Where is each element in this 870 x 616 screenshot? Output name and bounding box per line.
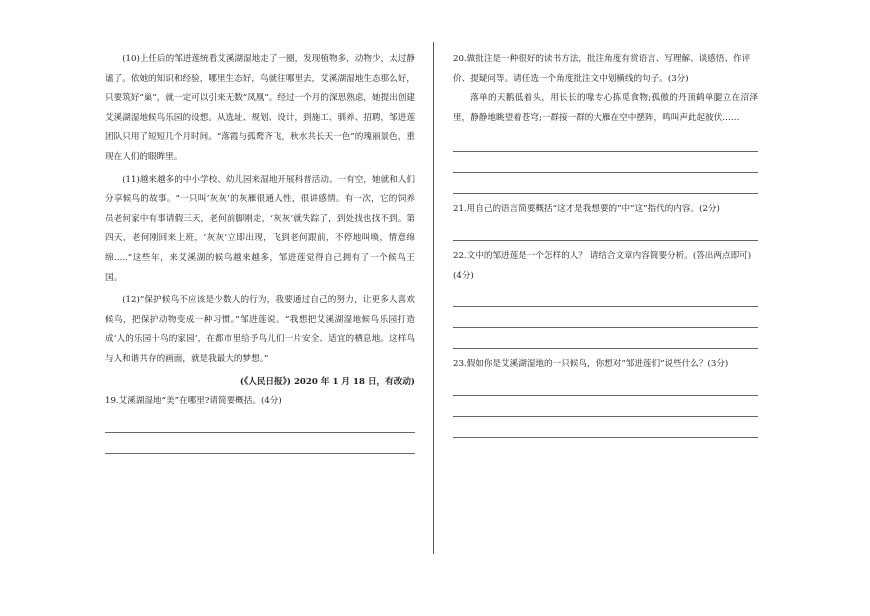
answer-line[interactable] — [453, 328, 758, 349]
question-23: 23.假如你是艾溪湖湿地的一只候鸟，你想对“邹进莲们”说些什么？(3分) — [453, 359, 729, 370]
article-paragraph-10: (10)上任后的邹进莲统看艾溪湖湿地走了一圈，发现植物多，动物少，太过静谧了。依她的知识和经验，哪里生态好，鸟就往哪里去，艾溪湖湿地生态那么好，只要筑好“巢”，就一定可以引来无数“凤凰”。经过一个月的深思熟虑，她提出创建艾溪湖湿地候鸟乐园的设想。从选址、规划、设计，到施工、驯养、招聘，邹进莲团队只用了短短几个月时间。“落霞与孤鹜齐飞，秋水共长天一色”的瑰丽景色，重现在人们的眼眸里。 — [105, 54, 415, 162]
answer-line[interactable] — [453, 375, 758, 396]
right-column — [453, 50, 758, 438]
answer-line[interactable] — [453, 220, 758, 241]
answer-line[interactable] — [453, 417, 758, 438]
article-paragraph-12: (12)“保护候鸟不应该是少数人的行为，我要通过自己的努力，让更多人喜欢候鸟，把保护动物变成一种习惯。”邹进莲说。“我想把艾溪湖湿地候鸟乐园打造成‘人的乐园十鸟的家园’，在都市里给予鸟儿们一片安全、适宜的栖息地。这样鸟与人和谐共存的画面，就是我最大的梦想。” — [105, 295, 415, 364]
question-20: 20.做批注是一种很好的读书方法，批注角度有赏语言、写理解、谈感悟、作评价、提疑问等。请任选一个角度批注文中划横线的句子。(3分) — [453, 54, 751, 84]
answer-line[interactable] — [453, 307, 758, 328]
question-19: 19.艾溪湖湿地“美”在哪里?请简要概括。(4分) — [105, 396, 282, 407]
question-20-quote: 落单的天鹅低着头，用长长的喙专心拣觅食物;孤傲的丹顶鹤单腿立在沼泽里，静静地眺望着苍穹;一群接一群的大雁在空中摆阵，鸣叫声此起彼伏…… — [453, 93, 758, 123]
answer-line[interactable] — [105, 412, 415, 433]
answer-line[interactable] — [453, 286, 758, 307]
question-22: 22.文中的邹进莲是一个怎样的人？ 请结合文章内容简要分析。(答出两点即可)(4分) — [453, 250, 752, 281]
answer-line[interactable] — [453, 152, 758, 173]
column-divider — [433, 42, 434, 554]
article-paragraph-11: (11)越来越多的中小学校、幼儿园来湿地开展科普活动。一有空，她就和人们分享候鸟的故事。“一只叫‘灰灰’的灰雁很通人性，很讲感情。有一次，它的饲养员老何家中有事请假三天，老何前脚刚走，‘灰灰’就失踪了，到处找也找不到。第四天，老何刚回来上班，‘灰灰’立即出现，飞到老何跟前，不停地叫唤，情意绵绵.....”这些年，来艾溪湖的候鸟越来越多，邹进莲觉得自己拥有了一个候鸟王国。 — [105, 174, 415, 283]
left-column — [105, 50, 415, 454]
answer-line[interactable] — [453, 396, 758, 417]
answer-line[interactable] — [105, 433, 415, 454]
question-21: 21.用自己的语言简要概括“这才是我想要的”中“这”指代的内容。(2分) — [453, 204, 720, 215]
article-source: (《人民日报》) 2020 年 1 月 18 日，有改动) — [239, 376, 415, 387]
answer-line[interactable] — [453, 131, 758, 152]
answer-line[interactable] — [453, 173, 758, 194]
